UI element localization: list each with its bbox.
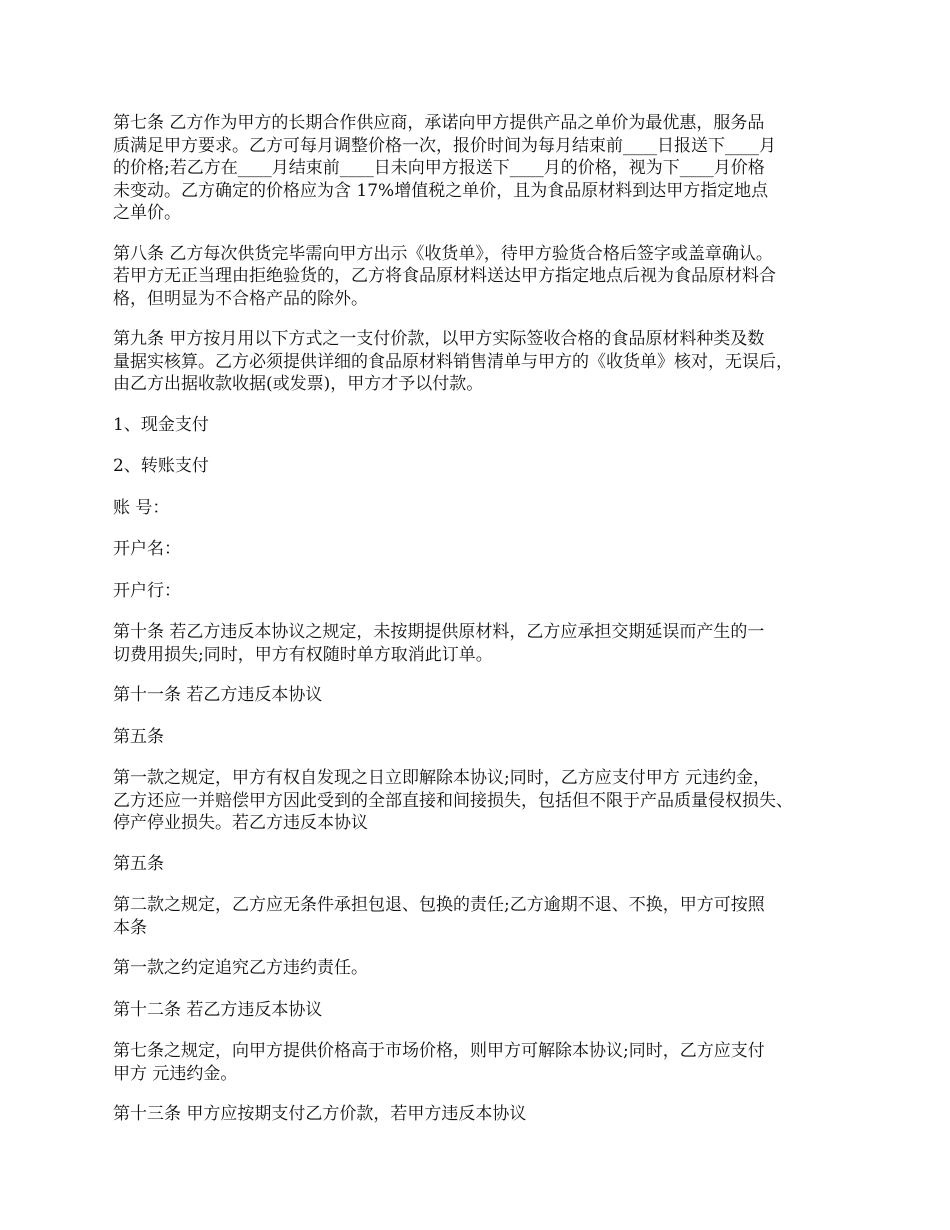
payment-option-cash: 1、现金支付 [113,414,209,435]
article-12-heading: 第十二条 若乙方违反本协议 [113,999,323,1020]
article-7-paragraph: 第七条 乙方作为甲方的长期合作供应商，承诺向甲方提供产品之单价为最优惠，服务品 质满足甲方要求。乙方可每月调整价格一次，报价时间为每月结束前____日报送下____月 的价格;若乙方在____月结束前____日未向甲方报送下____月的价格，视为下____月价格 未变动。乙方确定的价格应为含 17%增值税之单价，且为食品原材料到达甲方指定地点 之单价。 [113,113,776,223]
article-8-paragraph: 第八条 乙方每次供货完毕需向甲方出示《收货单》，待甲方验货合格后签字或盖章确认。 若甲方无正当理由拒绝验货的，乙方将食品原材料送达甲方指定地点后视为食品原材料合 格，但明显为不合格产品的除外。 [113,243,776,309]
clause-1-liability-paragraph: 第一款之约定追究乙方违约责任。 [113,958,368,978]
clause-2-paragraph: 第二款之规定，乙方应无条件承担包退、包换的责任;乙方逾期不退、不换，甲方可按照 本条 [113,895,765,938]
account-number-label: 账 号： [113,497,170,518]
article-7-reference-paragraph: 第七条之规定，向甲方提供价格高于市场价格，则甲方可解除本协议;同时，乙方应支付 甲方 元违约金。 [113,1041,765,1084]
bank-name-label: 开户行： [113,580,181,601]
article-11-heading: 第十一条 若乙方违反本协议 [113,685,323,705]
article-9-paragraph: 第九条 甲方按月用以下方式之一支付价款，以甲方实际签收合格的食品原材料种类及数 量据实核算。乙方必须提供详细的食品原材料销售清单与甲方的《收货单》核对，无误后， 由乙方出据收款收据(或发票)，甲方才予以付款。 [113,329,793,394]
article-5-reference-1: 第五条 [113,726,164,747]
payment-option-transfer: 2、转账支付 [113,456,209,476]
account-name-label: 开户名： [113,539,181,559]
article-10-paragraph: 第十条 若乙方违反本协议之规定，未按期提供原材料，乙方应承担交期延误而产生的一 切费用损失;同时，甲方有权随时单方取消此订单。 [113,622,765,665]
article-13-paragraph: 第十三条 甲方应按期支付乙方价款，若甲方违反本协议 [113,1104,527,1124]
document-body [113,112,853,1145]
article-5-reference-2: 第五条 [113,853,164,874]
clause-1-paragraph: 第一款之规定，甲方有权自发现之日立即解除本协议;同时，乙方应支付甲方 元违约金， 乙方还应一并赔偿甲方因此受到的全部直接和间接损失，包括但不限于产品质量侵权损失、 停产停业损失。若乙方违反本协议 [113,768,793,833]
